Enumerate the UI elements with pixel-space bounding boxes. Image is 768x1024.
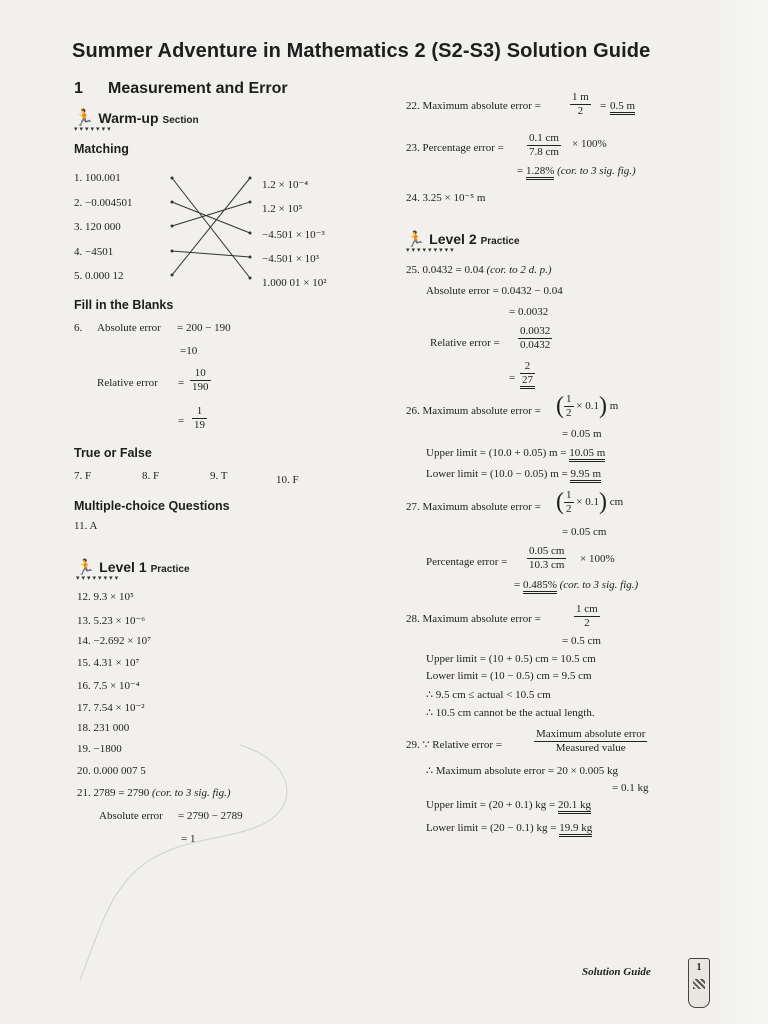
matching-lines — [166, 170, 258, 282]
q23-result: = 1.28% (cor. to 3 sig. fig.) — [517, 165, 636, 177]
page-number-tab — [688, 958, 710, 1008]
level1-badge: 🏃 Level 1 Practice ▾▾▾▾▾▾▾▾ — [76, 559, 190, 582]
q27-fraction: $\frac{0.05 cm}{10.3 cm}$ — [529, 545, 565, 571]
matching-left-item: 5. 0.000 12 — [74, 270, 124, 282]
q28-upper-limit: Upper limit = (10 + 0.5) cm = 10.5 cm — [426, 653, 596, 665]
mc-heading: Multiple-choice Questions — [74, 499, 230, 513]
q27-multiplier: × 100% — [580, 553, 615, 565]
ribbon-decoration: ▾▾▾▾▾▾▾▾▾ — [406, 247, 456, 254]
matching-right-item: 1.2 × 10⁵ — [262, 203, 303, 215]
q29-fraction: Maximum absolute error Measured value — [536, 728, 646, 754]
absolute-error-equation: = 2790 − 2789 — [178, 810, 243, 822]
tf-item: 7. F — [74, 470, 92, 482]
q25-relative-label: Relative error = — [430, 337, 500, 349]
matching-left-item: 2. −0.004501 — [74, 197, 133, 209]
tf-item: 10. F — [276, 474, 299, 486]
matching-right-item: 1.000 01 × 10² — [262, 277, 327, 289]
equals-sign: = — [600, 100, 607, 112]
q25-absolute-value: = 0.0032 — [509, 306, 549, 318]
q29-lower-limit: Lower limit = (20 − 0.1) kg = 19.9 kg — [426, 822, 592, 834]
list-item: 17. 7.54 × 10⁻² — [77, 702, 145, 714]
pencil-scribble — [40, 740, 300, 990]
mc-item: 11. A — [74, 520, 98, 532]
equals-sign: = — [178, 377, 185, 389]
page-title: Summer Adventure in Mathematics 2 (S2-S3) Solution Guide — [72, 40, 651, 62]
list-item: 18. 231 000 — [77, 722, 130, 734]
matching-left-item: 4. −4501 — [74, 246, 114, 258]
q28-lower-limit: Lower limit = (10 − 0.5) cm = 9.5 cm — [426, 670, 592, 682]
q29-maximum-error: ∴ Maximum absolute error = 20 × 0.005 kg — [426, 765, 619, 777]
q22-fraction: $\frac{1 m}{2}$ — [572, 91, 589, 117]
warmup-badge: 🏃 Warm-up Section ▾▾▾▾▾▾▾ — [74, 110, 199, 133]
absolute-error-value: =10 — [180, 345, 198, 357]
absolute-error-label: Absolute error — [99, 810, 163, 822]
page-margin — [712, 0, 768, 1024]
tf-item: 8. F — [142, 470, 160, 482]
list-item: 14. −2.692 × 10⁷ — [77, 635, 151, 647]
q22-label: 22. Maximum absolute error = — [406, 100, 541, 112]
q22-answer: 0.5 m — [610, 100, 635, 115]
q26-label: 26. Maximum absolute error = — [406, 405, 541, 417]
list-item: 19. −1800 — [77, 743, 122, 755]
tf-heading: True or False — [74, 446, 152, 460]
list-item: 15. 4.31 × 10⁷ — [77, 657, 140, 669]
chapter-title: Measurement and Error — [108, 80, 288, 97]
q25-simplified: $\frac{2}{27}$ — [520, 360, 535, 389]
q23-label: 23. Percentage error = — [406, 142, 504, 154]
absolute-error-value: = 1 — [181, 833, 196, 845]
q24-answer: 24. 3.25 × 10⁻⁵ m — [406, 192, 486, 204]
list-item: 20. 0.000 007 5 — [77, 765, 146, 777]
relative-error-fraction: $\frac{10}{190}$ — [192, 367, 209, 393]
footer-label: Solution Guide — [582, 966, 651, 978]
matching-left-item: 1. 100.001 — [74, 172, 121, 184]
absolute-error-equation: = 200 − 190 — [177, 322, 231, 334]
q28-conclusion: ∴ 9.5 cm ≤ actual < 10.5 cm — [426, 689, 551, 701]
absolute-error-label: Absolute error — [97, 322, 161, 334]
warmup-icon: 🏃 — [74, 110, 94, 127]
q26-value: = 0.05 m — [562, 428, 602, 440]
q27-expression: ( $\frac{1}{2}$ × 0.1) cm — [556, 489, 624, 515]
chapter-number: 1 — [74, 80, 83, 97]
runner-icon: 🏃 — [76, 559, 95, 576]
ribbon-decoration: ▾▾▾▾▾▾▾▾ — [76, 575, 121, 582]
equals-sign: = — [509, 372, 516, 384]
page-tab-decoration — [693, 979, 705, 989]
runner-icon: 🏃 — [406, 231, 425, 248]
q25-absolute-error: Absolute error = 0.0432 − 0.04 — [426, 285, 563, 297]
q28-label: 28. Maximum absolute error = — [406, 613, 541, 625]
list-item: 21. 2789 = 2790 (cor. to 3 sig. fig.) — [77, 787, 231, 799]
ribbon-decoration: ▾▾▾▾▾▾▾ — [74, 126, 113, 133]
equals-sign: = — [178, 415, 185, 427]
matching-left-item: 3. 120 000 — [74, 221, 121, 233]
fill-heading: Fill in the Blanks — [74, 298, 174, 312]
match-line — [172, 251, 250, 257]
q25-line: 25. 0.0432 = 0.04 (cor. to 2 d. p.) — [406, 264, 552, 276]
question-number: 6. — [74, 322, 83, 334]
list-item: 13. 5.23 × 10⁻⁶ — [77, 615, 146, 627]
q27-label: 27. Maximum absolute error = — [406, 501, 541, 513]
match-line — [172, 202, 250, 226]
matching-right-item: −4.501 × 10⁻³ — [262, 229, 325, 241]
matching-right-item: −4.501 × 10³ — [262, 253, 319, 265]
q29-value: = 0.1 kg — [612, 782, 649, 794]
q28-fraction: $\frac{1 cm}{2}$ — [576, 603, 598, 629]
q23-fraction: $\frac{0.1 cm}{7.8 cm}$ — [529, 132, 559, 158]
q23-multiplier: × 100% — [572, 138, 607, 150]
list-item: 12. 9.3 × 10⁵ — [77, 591, 134, 603]
relative-error-label: Relative error — [97, 377, 158, 389]
matching-heading: Matching — [74, 142, 129, 156]
q28-conclusion: ∴ 10.5 cm cannot be the actual length. — [426, 707, 595, 719]
q26-upper-limit: Upper limit = (10.0 + 0.05) m = 10.05 m — [426, 447, 605, 459]
q27-percentage-label: Percentage error = — [426, 556, 508, 568]
matching-right-item: 1.2 × 10⁻⁴ — [262, 179, 309, 191]
relative-error-simplified: $\frac{1}{19}$ — [194, 405, 205, 431]
q28-value: = 0.5 cm — [562, 635, 601, 647]
q29-upper-limit: Upper limit = (20 + 0.1) kg = 20.1 kg — [426, 799, 591, 811]
q27-result: = 0.485% (cor. to 3 sig. fig.) — [514, 579, 638, 591]
q25-fraction: $\frac{0.0032}{0.0432}$ — [520, 325, 551, 351]
q26-lower-limit: Lower limit = (10.0 − 0.05) m = 9.95 m — [426, 468, 601, 480]
level2-badge: 🏃 Level 2 Practice ▾▾▾▾▾▾▾▾▾ — [406, 231, 520, 254]
q29-label: 29. ∵ Relative error = — [406, 739, 502, 751]
tf-item: 9. T — [210, 470, 228, 482]
q26-expression: ( $\frac{1}{2}$ × 0.1) m — [556, 393, 619, 419]
list-item: 16. 7.5 × 10⁻⁴ — [77, 680, 140, 692]
q27-value: = 0.05 cm — [562, 526, 607, 538]
page-number: 1 — [696, 962, 702, 973]
